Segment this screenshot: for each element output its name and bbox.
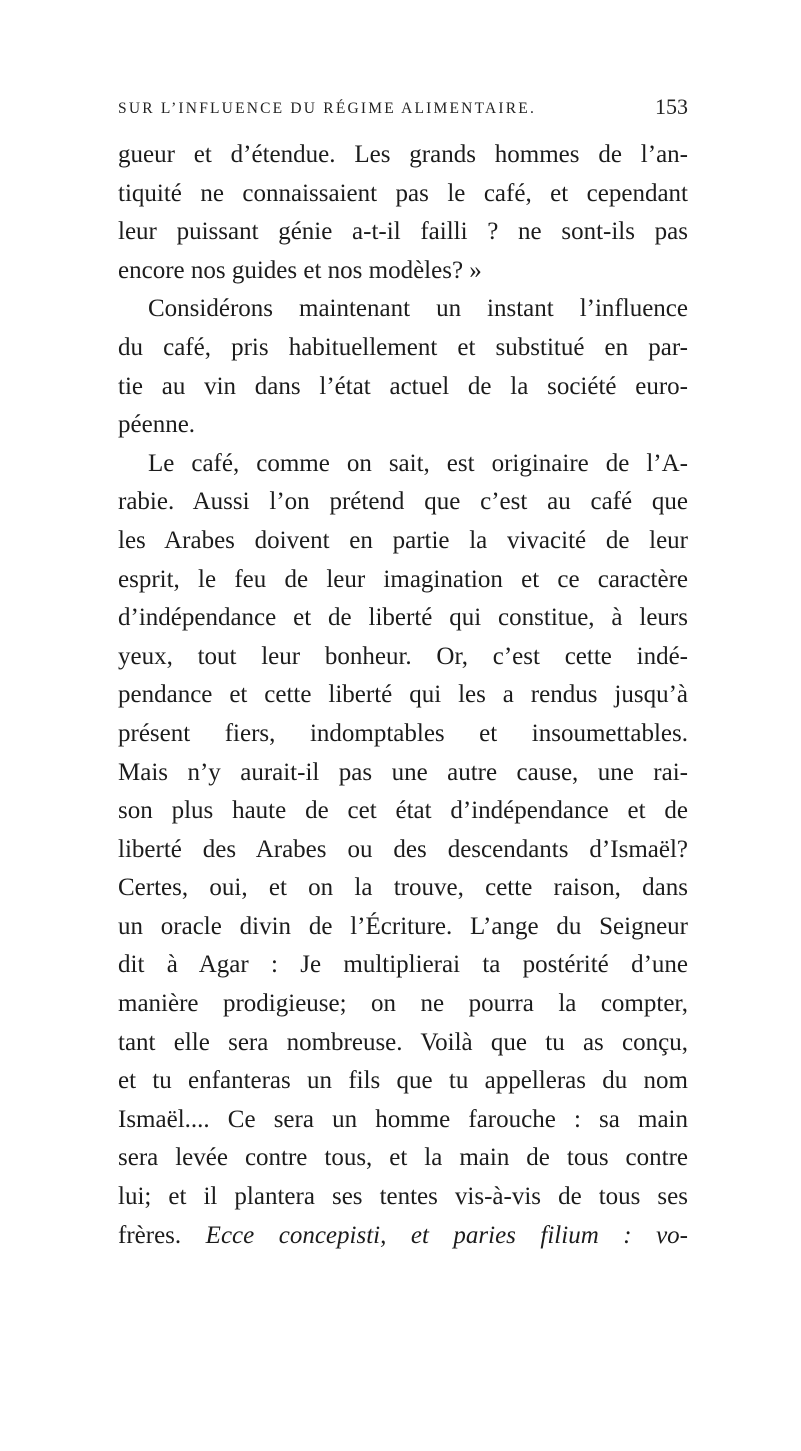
paragraph-start-line: Le café, comme on sait, est originaire de l’A- <box>148 449 688 477</box>
running-head <box>118 94 688 120</box>
text-line: du café, pris habituellement et substitué en par- <box>118 333 688 361</box>
text-line: esprit, le feu de leur imagination et ce caractère <box>118 565 688 593</box>
text-line: d’indépendance et de liberté qui constitue, à leurs <box>118 604 688 632</box>
paragraph-start-line: Considérons maintenant un instant l’influence <box>148 295 688 323</box>
text-line: tiquité ne connaissaient pas le café, et cependant <box>118 179 688 207</box>
text-line: lui; et il plantera ses tentes vis-à-vis de tous ses <box>118 1183 688 1211</box>
text-line: tie au vin dans l’état actuel de la société euro- <box>118 372 688 400</box>
text-line: yeux, tout leur bonheur. Or, c’est cette indé- <box>118 642 688 670</box>
text-line: rabie. Aussi l’on prétend que c’est au café que <box>118 488 688 516</box>
paragraph-end-line: encore nos guides et nos modèles? » <box>118 256 482 284</box>
text-line: leur puissant génie a-t-il failli ? ne sont-ils pas <box>118 218 688 246</box>
running-title: SUR L’INFLUENCE DU RÉGIME ALIMENTAIRE. <box>118 100 537 117</box>
text-line: Mais n’y aurait-il pas une autre cause, une rai- <box>118 758 688 786</box>
page-number: 153 <box>655 94 688 119</box>
text-line: un oracle divin de l’Écriture. L’ange du Seigneur <box>118 912 688 940</box>
text-line: gueur et d’étendue. Les grands hommes de l’an- <box>118 141 688 168</box>
paragraph-end-line: péenne. <box>118 411 196 439</box>
text-line: liberté des Arabes ou des descendants d’Ismaël? <box>118 835 688 863</box>
text-line: son plus haute de cet état d’indépendance et de <box>118 797 688 825</box>
text-line: sera levée contre tous, et la main de tous contre <box>118 1144 688 1172</box>
text-line: tant elle sera nombreuse. Voilà que tu as conçu, <box>118 1028 688 1056</box>
text-line: Certes, oui, et on la trouve, cette raison, dans <box>118 874 688 902</box>
final-line-roman: frères. <box>118 1221 182 1249</box>
text-line: les Arabes doivent en partie la vivacité de leur <box>118 526 688 554</box>
text-line: dit à Agar : Je multiplierai ta postérité d’une <box>118 951 688 979</box>
text-line: présent fiers, indomptables et insoumettables. <box>118 719 688 747</box>
text-line: et tu enfanteras un fils que tu appelleras du nom <box>118 1067 688 1095</box>
latin-quotation: Ecce concepisti, et paries filium : vo- <box>205 1221 689 1249</box>
final-text-line <box>118 1217 688 1256</box>
text-line: Ismaël.... Ce sera un homme farouche : sa main <box>118 1105 688 1133</box>
text-line: manière prodigieuse; on ne pourra la compter, <box>118 990 688 1018</box>
text-line: pendance et cette liberté qui les a rendus jusqu’à <box>118 681 688 709</box>
body-text <box>118 136 688 1255</box>
